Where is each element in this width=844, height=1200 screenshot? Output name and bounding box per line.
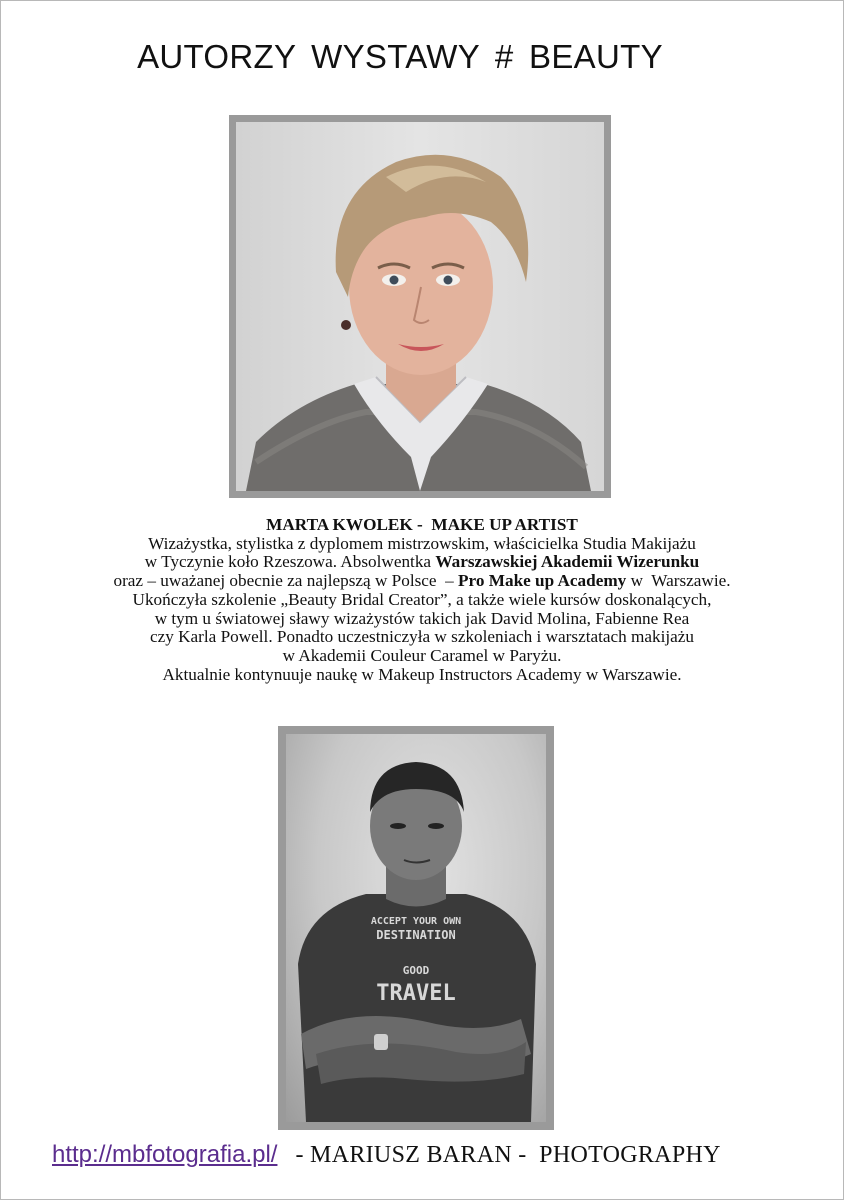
shirt-print-line-1: ACCEPT YOUR OWN xyxy=(370,916,462,927)
page-title: AUTORZY WYSTAWY # BEAUTY xyxy=(137,38,663,75)
portrait-woman-image xyxy=(236,122,604,491)
bio-line-8: Aktualnie kontynuuje naukę w Makeup Instructors Academy w Warszawie. xyxy=(162,664,682,684)
bio-line-6: czy Karla Powell. Ponadto uczestniczyła w szkoleniach i warsztatach makijażu xyxy=(149,627,695,647)
bio-school-name: Warszawskiej Akademii Wizerunku xyxy=(435,552,700,572)
bio-line-4: Ukończyła szkolenie „Beauty Bridal Creator”, a także wiele kursów doskonalących, xyxy=(132,589,712,609)
bio-line-3-end: w Warszawie. xyxy=(626,571,731,591)
portrait-photo-man xyxy=(278,726,554,1130)
photographer-credit: - MARIUSZ BARAN - PHOTOGRAPHY xyxy=(295,1142,721,1168)
bio-line-2-text: w Tyczynie koło Rzeszowa. Absolwentka xyxy=(144,552,436,572)
portrait-man-image xyxy=(286,734,546,1122)
website-link[interactable]: http://mbfotografia.pl/ xyxy=(52,1141,278,1168)
shirt-print-line-4: TRAVEL xyxy=(376,981,456,1006)
bio-line-1: Wizażystka, stylistka z dyplomem mistrzowskim, właścicielka Studia Makijażu xyxy=(148,533,696,553)
bio-line-3 xyxy=(0,572,844,591)
footer xyxy=(52,1141,812,1169)
bio-academy-name: Pro Make up Academy xyxy=(458,571,627,591)
bio-line-7: w Akademii Couleur Caramel w Paryżu. xyxy=(282,645,562,665)
shirt-print-line-3: GOOD xyxy=(402,964,430,977)
bio-section xyxy=(0,516,844,684)
portrait-photo-woman xyxy=(229,115,611,498)
bio-line-3-text: oraz – uważanej obecnie za najlepszą w Polsce – xyxy=(113,571,459,591)
bio-heading: MARTA KWOLEK - MAKE UP ARTIST xyxy=(266,515,578,534)
bio-line-5: w tym u światowej sławy wizażystów takich jak David Molina, Fabienne Rea xyxy=(154,608,690,628)
bio-line-2 xyxy=(0,553,844,572)
shirt-print-line-2: DESTINATION xyxy=(376,928,456,942)
